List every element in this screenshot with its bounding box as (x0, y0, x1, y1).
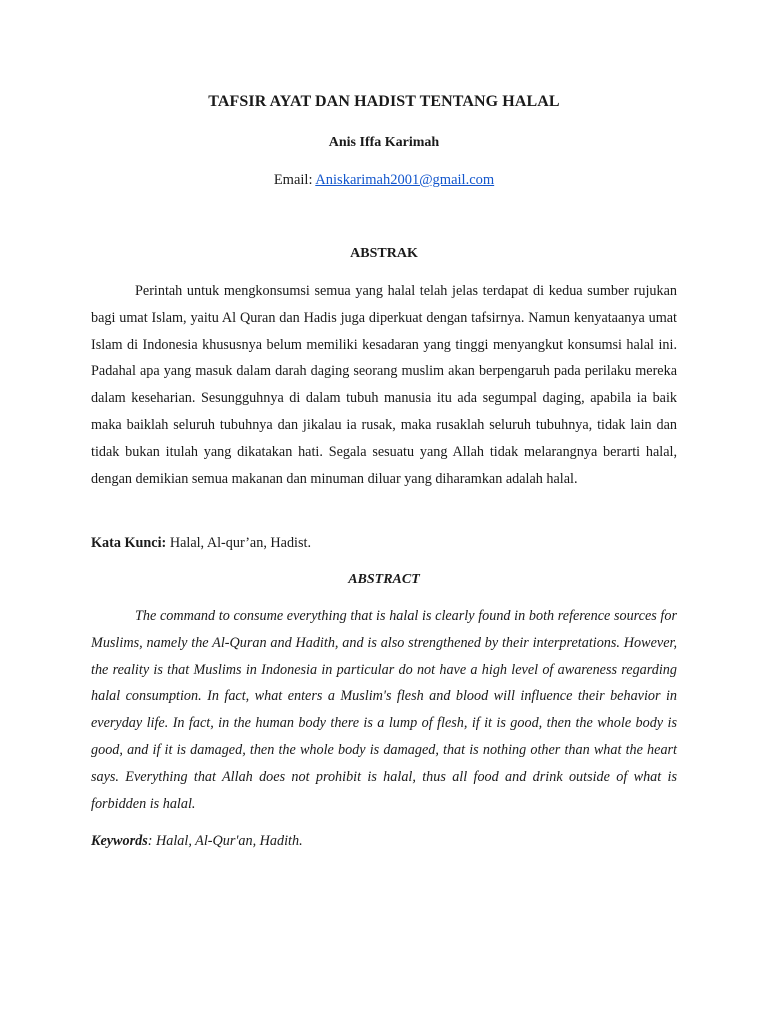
author-name: Anis Iffa Karimah (328, 135, 440, 150)
kata-kunci (91, 535, 677, 552)
keywords (91, 833, 677, 850)
paper-title: TAFSIR AYAT DAN HADIST TENTANG HALAL (208, 93, 560, 110)
kata-kunci-label: Kata Kunci: (91, 535, 167, 551)
email-label: Email: (273, 172, 316, 188)
abstrak-heading: ABSTRAK (350, 246, 418, 261)
abstract-heading: ABSTRACT (348, 572, 420, 587)
abstrak-body: Perintah untuk mengkonsumsi semua yang halal telah jelas terdapat di kedua sumber rujukan bagi umat Islam, yaitu Al Quran dan Hadis juga diperkuat dengan tafsirnya. Namun kenyataanya umat Islam di Indonesia khususnya belum memiliki kesadaran yang tinggi menyangkut konsumsi halal ini. Padahal apa yang masuk dalam darah daging seorang muslim akan berpengaruh pada perilaku mereka dalam keseharian. Sesungguhnya di dalam tubuh manusia itu ada segumpal daging, apabila ia baik maka baiklah seluruh tubuhnya dan jikalau ia rusak, maka rusaklah seluruh tubuhnya, tidak lain dan tidak bukan itulah yang dikatakan hati. Segala sesuatu yang Allah tidak melarangnya berarti halal, dengan demikian semua makanan dan minuman diluar yang diharamkan adalah halal. (91, 283, 677, 487)
keywords-label: Keywords (91, 833, 148, 849)
kata-kunci-values: Halal, Al-qur’an, Hadist. (166, 535, 312, 551)
author-email (91, 172, 677, 189)
abstract-body: The command to consume everything that is halal is clearly found in both reference sources for Muslims, namely the Al-Quran and Hadith, and is also strengthened by their interpretations. However, the reality is that Muslims in Indonesia in particular do not have a high level of awareness regarding halal consumption. In fact, what enters a Muslim's flesh and blood will influence their behavior in everyday life. In fact, in the human body there is a lump of flesh, if it is good, then the whole body is good, and if it is damaged, then the whole body is damaged, that is nothing other than what the heart says. Everything that Allah does not prohibit is halal, thus all food and drink outside of what is forbidden is halal. (91, 608, 677, 812)
keywords-values: : Halal, Al-Qur'an, Hadith. (147, 833, 303, 849)
email-link[interactable]: Aniskarimah2001@gmail.com (315, 172, 495, 188)
